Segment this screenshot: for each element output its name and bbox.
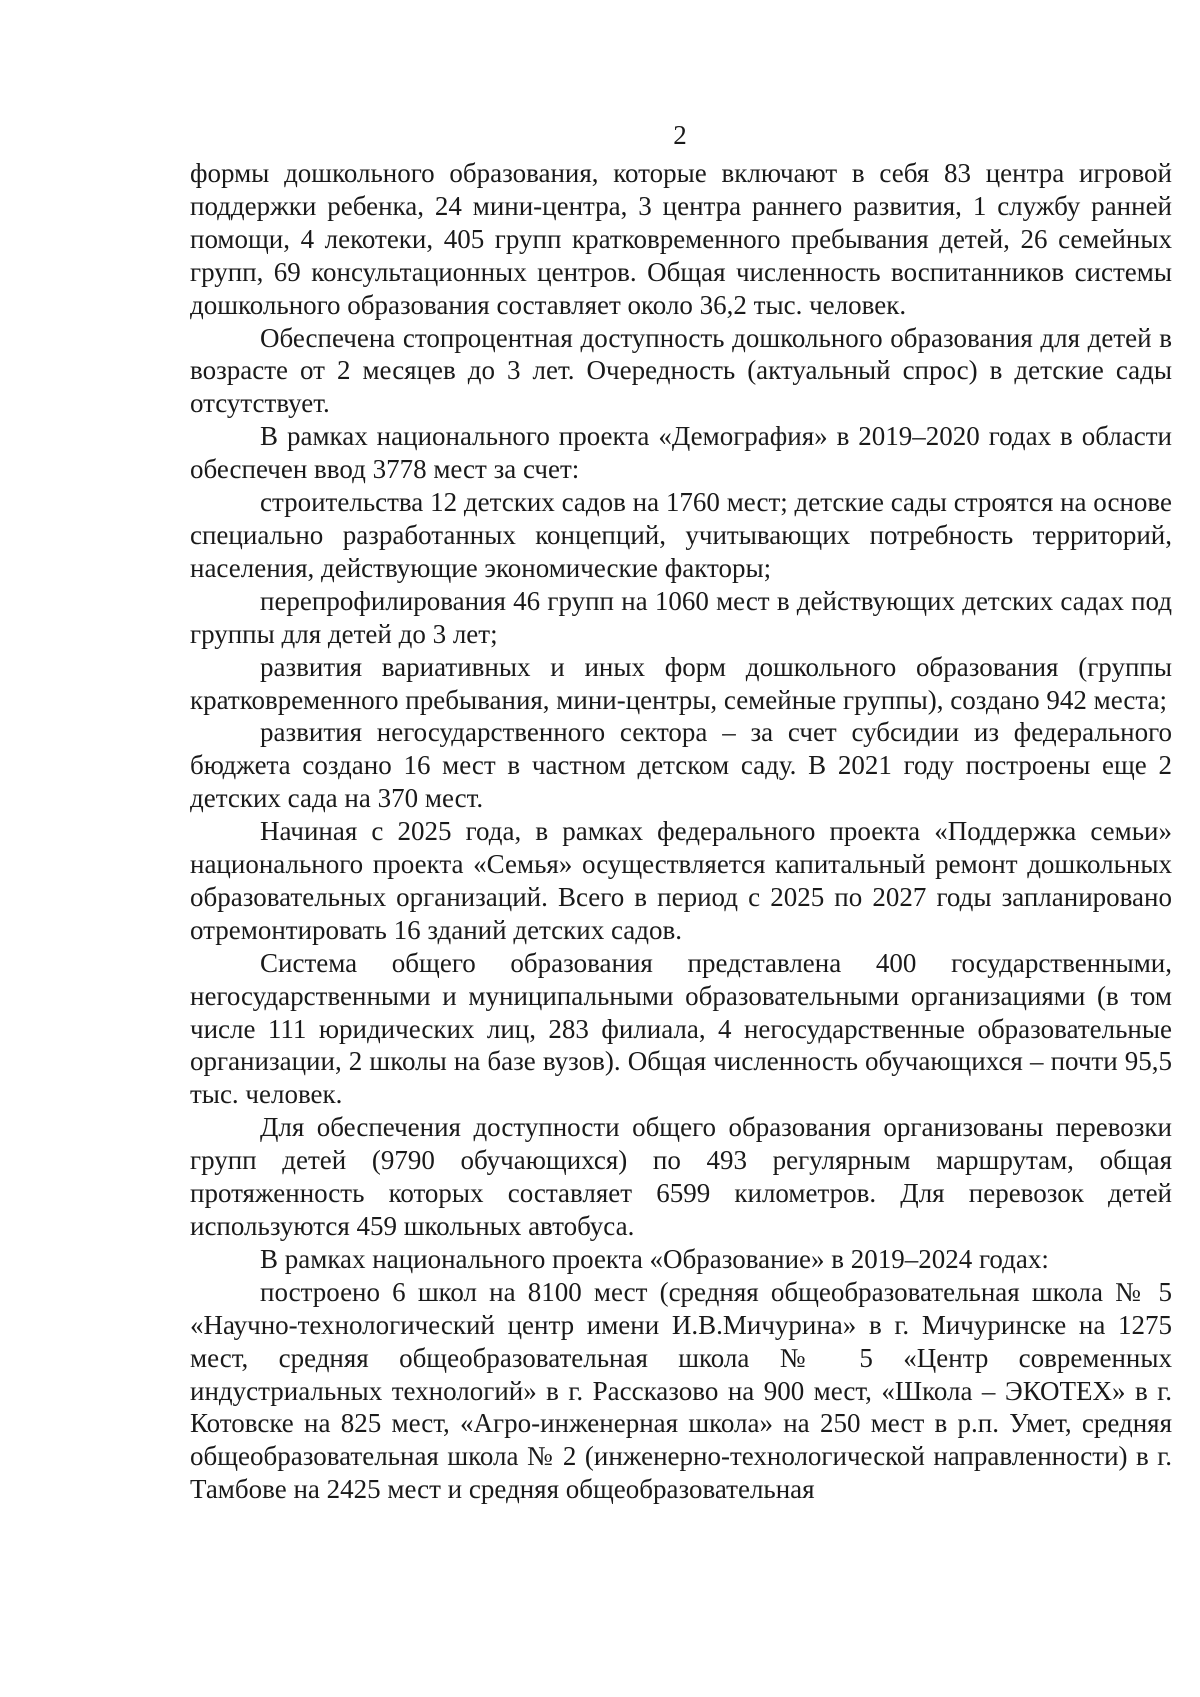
paragraph-3: В рамках национального проекта «Демография» в 2019–2020 годах в области обеспечен ввод 3778 мест за счет: xyxy=(190,421,1172,485)
paragraph-12: построено 6 школ на 8100 мест (средняя общеобразовательная школа № 5 «Научно-технологический центр имени И.В.Мичурина» в г. Мичуринске на 1275 мест, средняя общеобразовательная школа № 5 «Центр современных индустриальных технологий» в г. Рассказово на 900 мест, «Школа – ЭКОТЕХ» в г. Котовске на 825 мест, «Агро-инженерная школа» на 250 мест в р.п. Умет, средняя общеобразовательная школа № 2 (инженерно-технологической направленности) в г. Тамбове на 2425 мест и средняя общеобразовательная xyxy=(190,1276,1172,1505)
paragraph-1: формы дошкольного образования, которые включают в себя 83 центра игровой поддержки ребенка, 24 мини-центра, 3 центра раннего развития, 1 службу ранней помощи, 4 лекотеки, 405 групп кратковременного пребывания детей, 26 семейных групп, 69 консультационных центров. Общая численность воспитанников системы дошкольного образования составляет около 36,2 тыс. человек. xyxy=(190,158,1172,320)
paragraph-9: Система общего образования представлена 400 государственными, негосударственными и муниципальными образовательными организациями (в том числе 111 юридических лиц, 283 филиала, 4 негосударственные образовательные организации, 2 школы на базе вузов). Общая численность обучающихся – почти 95,5 тыс. человек. xyxy=(190,947,1172,1110)
paragraph-11: В рамках национального проекта «Образование» в 2019–2024 годах: xyxy=(260,1243,1049,1274)
paragraph-7: развития негосударственного сектора – за счет субсидии из федерального бюджета создано 16 мест в частном детском саду. В 2021 году построены еще 2 детских сада на 370 мест. xyxy=(190,717,1172,814)
page-number: 2 xyxy=(673,120,687,150)
paragraph-8: Начиная с 2025 года, в рамках федерального проекта «Поддержка семьи» национального проекта «Семья» осуществляется капитальный ремонт дошкольных образовательных организаций. Всего в период с 2025 по 2027 годы запланировано отремонтировать 16 зданий детских садов. xyxy=(190,816,1172,945)
paragraph-5: перепрофилирования 46 групп на 1060 мест в действующих детских садах под группы для детей до 3 лет; xyxy=(190,585,1172,649)
document-body xyxy=(190,157,1172,1506)
paragraph-6: развития вариативных и иных форм дошкольного образования (группы кратковременного пребывания, мини-центры, семейные группы), создано 942 места; xyxy=(190,651,1172,715)
paragraph-4: строительства 12 детских садов на 1760 мест; детские сады строятся на основе специально разработанных концепций, учитывающих потребность территорий, населения, действующие экономические факторы; xyxy=(190,487,1172,583)
paragraph-10: Для обеспечения доступности общего образования организованы перевозки групп детей (9790 обучающихся) по 493 регулярным маршрутам, общая протяженность которых составляет 6599 километров. Для перевозок детей используются 459 школьных автобуса. xyxy=(190,1112,1172,1241)
paragraph-2: Обеспечена стопроцентная доступность дошкольного образования для детей в возрасте от 2 месяцев до 3 лет. Очередность (актуальный спрос) в детские сады отсутствует. xyxy=(190,322,1172,419)
